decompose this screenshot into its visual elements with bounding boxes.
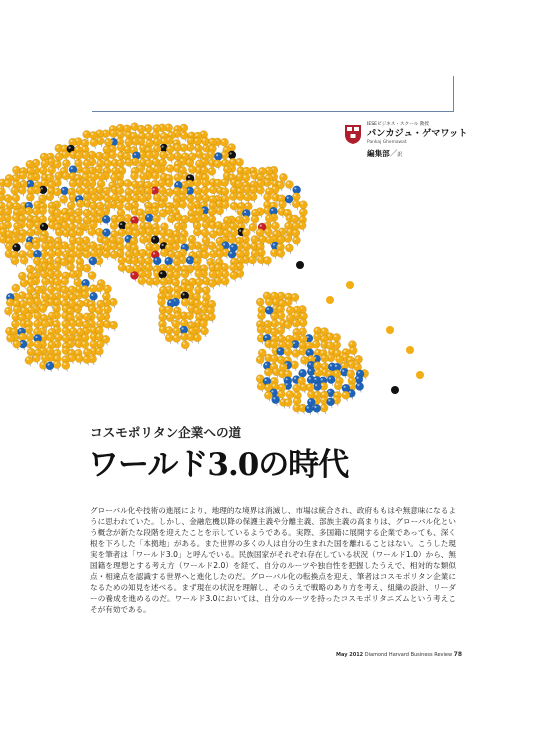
- pushpin: [75, 354, 83, 364]
- pushpin: [349, 347, 357, 357]
- pushpin: [165, 334, 173, 344]
- pushpin: [193, 334, 201, 344]
- author-name: パンカジュ・ゲマワット: [367, 128, 468, 139]
- pushpin: [256, 186, 264, 196]
- pushpin: [20, 279, 28, 289]
- pushpin: [76, 186, 84, 196]
- pushpin: [46, 362, 54, 372]
- pushpin: [285, 244, 293, 254]
- pushpin: [292, 200, 300, 210]
- pushpin: [139, 236, 147, 246]
- pushpin: [320, 404, 328, 414]
- pushpin: [209, 230, 217, 240]
- pushpin: [243, 193, 251, 203]
- pushpin: [26, 193, 34, 203]
- pushpin: [284, 398, 292, 408]
- pushpin: [200, 327, 208, 337]
- lead-paragraph: グローバル化や技術の進展により、地理的な境界は消滅し、市場は統合され、政府ももはや無意味になるように思われていた。しかし、金融危機以降の保護主義や分離主義、部族主義の高まりは、グローバル化という概念が新たな段階を迎えたことを示しているようである。実際、多国籍に展開する企業であっても、深く根を下ろした「本拠地」がある。また世界の多くの人は自分の生まれた国を離れることはない。こうした現実を筆者は「ワールド3.0」と呼んでいる。民族国家がそれぞれ存在している状況（ワールド1.0）から、無国籍を理想とする考え方（ワールド2.0）を経て、自分のルーツや独自性を把握したうえで、相対的な類似点・相違点を認識する世界へと進化したのだ。グローバル化の転換点を迎え、筆者はコスモポリタン企業になるための知見を述べる。まず現在の状況を理解し、そのうえで戦略のあり方を考え、組織の設計、リーダーの養成を進めるのだ。ワールド3.0においては、自分のルーツを持ったコスモポリタニズムという考えこそが有効である。: [90, 506, 456, 614]
- pushpin: [292, 319, 300, 329]
- side-rule: [453, 76, 454, 112]
- pushpin: [4, 307, 12, 317]
- pushpin: [264, 391, 272, 401]
- pushpin: [327, 376, 335, 386]
- pushpin: [236, 193, 244, 203]
- translator-role: 訳: [397, 152, 403, 158]
- page-footer: [336, 651, 462, 658]
- article-subtitle: コスモポリタン企業への道: [90, 425, 242, 440]
- pushpin-world-map-image: [0, 120, 533, 420]
- pushpin: [167, 215, 175, 225]
- pushpin: [277, 249, 285, 259]
- author-name-en: Pankaj Ghemawat: [367, 140, 407, 145]
- pushpin: [46, 193, 54, 203]
- pushpin: [221, 277, 229, 287]
- pushpin: [216, 207, 224, 217]
- pushpin: [130, 271, 138, 281]
- pushpin: [256, 356, 264, 366]
- pushpin: [125, 158, 133, 168]
- pushpin: [167, 153, 175, 163]
- pushpin: [342, 391, 350, 401]
- pushpin: [90, 139, 98, 149]
- pushpin: [88, 228, 96, 238]
- pushpin: [356, 382, 364, 392]
- article-title: ワールド3.0の時代: [88, 447, 349, 483]
- pushpin: [83, 355, 91, 365]
- pushpin: [292, 349, 300, 359]
- pushpin: [12, 284, 20, 294]
- pushpin: [102, 250, 110, 260]
- translator-credit: 編集部／訳: [367, 149, 403, 158]
- pushpin: [62, 361, 70, 371]
- pushpin: [272, 396, 280, 406]
- pushpin: [25, 356, 33, 366]
- pushpin: [20, 256, 28, 266]
- pushpin: [102, 215, 110, 225]
- pushpin: [18, 186, 26, 196]
- author-affiliation: IESEビジネス・スクール 教授: [367, 122, 429, 127]
- pushpin: [166, 164, 174, 174]
- pushpin: [313, 404, 321, 414]
- loose-pushpin: [416, 371, 424, 379]
- pushpin: [110, 251, 118, 261]
- loose-pushpin: [391, 386, 399, 394]
- pushpin: [264, 368, 272, 378]
- translator-name: 編集部: [367, 149, 390, 158]
- pushpin: [209, 186, 217, 196]
- pushpin: [95, 347, 103, 357]
- loose-pushpin: [406, 346, 414, 354]
- pushpin: [11, 257, 19, 267]
- pushpin: [165, 179, 173, 189]
- pushpin: [32, 354, 40, 364]
- loose-pushpin: [296, 261, 304, 269]
- pushpin: [257, 382, 265, 392]
- pushpin: [32, 241, 40, 251]
- pushpin: [109, 321, 117, 331]
- loose-pushpin: [326, 296, 334, 304]
- pushpin: [138, 277, 146, 287]
- pushpin: [146, 277, 154, 287]
- pushpin: [284, 321, 292, 331]
- pushpin: [305, 405, 313, 415]
- pushpin: [4, 179, 12, 189]
- pushpin: [160, 249, 168, 259]
- pushpin: [263, 256, 271, 266]
- pushpin: [173, 334, 181, 344]
- loose-pushpin: [346, 281, 354, 289]
- footer-magazine: Diamond Harvard Business Review: [364, 652, 453, 658]
- pushpin: [53, 188, 61, 198]
- top-rule: [92, 111, 454, 112]
- pushpin: [292, 236, 300, 246]
- pushpin: [230, 271, 238, 281]
- pushpin: [13, 340, 21, 350]
- pushpin: [285, 180, 293, 190]
- pushpin: [248, 256, 256, 266]
- loose-pushpin: [386, 326, 394, 334]
- footer-page-number: 78: [453, 651, 462, 658]
- pushpin: [181, 341, 189, 351]
- pushpin: [334, 382, 342, 392]
- pushpin: [118, 263, 126, 273]
- pushpin: [88, 271, 96, 281]
- footer-issue: May 2012: [336, 652, 364, 658]
